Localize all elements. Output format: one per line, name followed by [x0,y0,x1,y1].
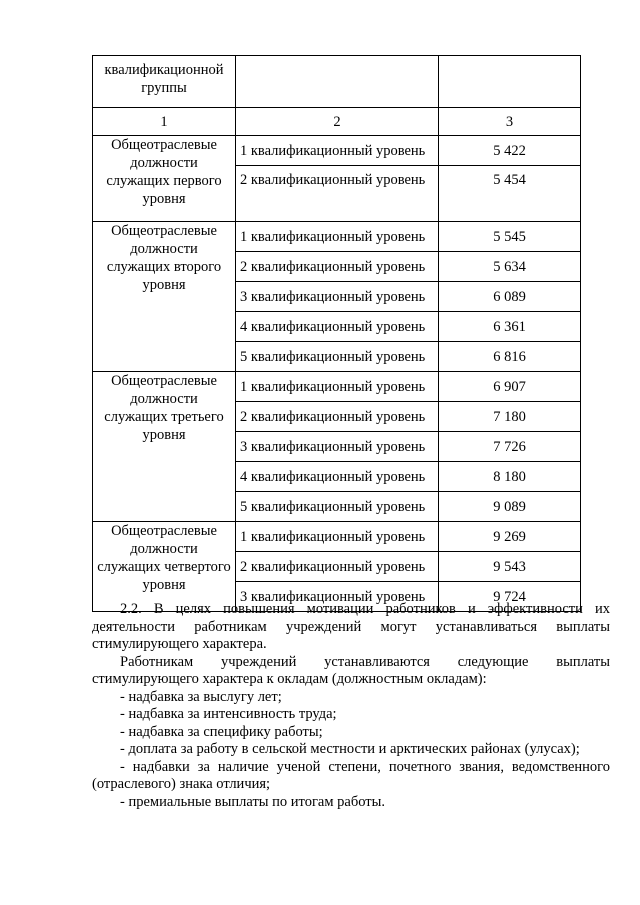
table-row [93,136,581,166]
salary-value-cell: 5 422 [439,136,581,166]
salary-value-cell: 8 180 [439,462,581,492]
salary-value-cell: 5 545 [439,222,581,252]
column-number: 2 [236,108,439,136]
qualification-level-cell: 2 квалификационный уровень [236,166,439,222]
qualification-level-cell: 1 квалификационный уровень [236,372,439,402]
list-item: - надбавки за наличие ученой степени, почетного звания, ведомственного [120,758,610,775]
group-name-cell: Общеотраслевые должности служащих первого уровня [93,136,236,222]
salary-value-cell: 7 726 [439,432,581,462]
salary-value-cell: 6 816 [439,342,581,372]
salary-value-cell: 7 180 [439,402,581,432]
salary-value-cell: 9 724 [439,582,581,612]
salary-value-cell: 6 361 [439,312,581,342]
salary-value-cell: 6 089 [439,282,581,312]
list-item: - доплата за работу в сельской местности и арктических районах (улусах); [120,741,580,757]
qualification-level-cell: 2 квалификационный уровень [236,552,439,582]
header-group-cell: квалификационной группы [93,56,236,108]
qualification-level-cell: 3 квалификационный уровень [236,282,439,312]
table-row [93,222,581,252]
salary-value-cell: 9 543 [439,552,581,582]
salary-value-cell: 5 454 [439,166,581,222]
qualification-level-cell: 4 квалификационный уровень [236,312,439,342]
paragraph-2-2-line: стимулирующего характера. [92,636,267,652]
list-item: (отраслевого) знака отличия; [92,776,271,792]
header-value-cell [439,56,581,108]
salary-table-body [93,56,581,612]
qualification-level-cell: 3 квалификационный уровень [236,582,439,612]
column-number-row [93,108,581,136]
salary-value-cell: 6 907 [439,372,581,402]
qualification-level-cell: 2 квалификационный уровень [236,252,439,282]
paragraph-2-2-line: деятельности работникам учреждений могут устанавливаться выплаты [92,618,610,635]
header-level-cell [236,56,439,108]
table-row [93,522,581,552]
qualification-level-cell: 1 квалификационный уровень [236,522,439,552]
table-row [93,372,581,402]
list-item: - надбавка за специфику работы; [120,723,323,740]
qualification-level-cell: 5 квалификационный уровень [236,342,439,372]
salary-table [92,55,581,612]
qualification-level-cell: 3 квалификационный уровень [236,432,439,462]
paragraph-payments-line: Работникам учреждений устанавливаются следующие выплаты [120,653,610,670]
group-name-cell: Общеотраслевые должности служащих четвертого уровня [93,522,236,612]
salary-value-cell: 9 269 [439,522,581,552]
qualification-level-cell: 1 квалификационный уровень [236,222,439,252]
column-number: 3 [439,108,581,136]
qualification-level-cell: 4 квалификационный уровень [236,462,439,492]
group-name-cell: Общеотраслевые должности служащих третьего уровня [93,372,236,522]
list-item: - надбавка за интенсивность труда; [120,706,337,722]
qualification-level-cell: 5 квалификационный уровень [236,492,439,522]
salary-value-cell: 5 634 [439,252,581,282]
paragraph-payments-line: стимулирующего характера к окладам (должностным окладам): [92,671,487,687]
qualification-level-cell: 2 квалификационный уровень [236,402,439,432]
body-text [92,601,610,811]
list-item: - надбавка за выслугу лет; [120,688,282,705]
salary-value-cell: 9 089 [439,492,581,522]
paragraph-2-2-line: 2.2. В целях повышения мотивации работников и эффективности их [120,601,610,617]
group-name-cell: Общеотраслевые должности служащих второго уровня [93,222,236,372]
list-item: - премиальные выплаты по итогам работы. [120,793,385,810]
column-number: 1 [93,108,236,136]
qualification-level-cell: 1 квалификационный уровень [236,136,439,166]
table-header-row [93,56,581,108]
